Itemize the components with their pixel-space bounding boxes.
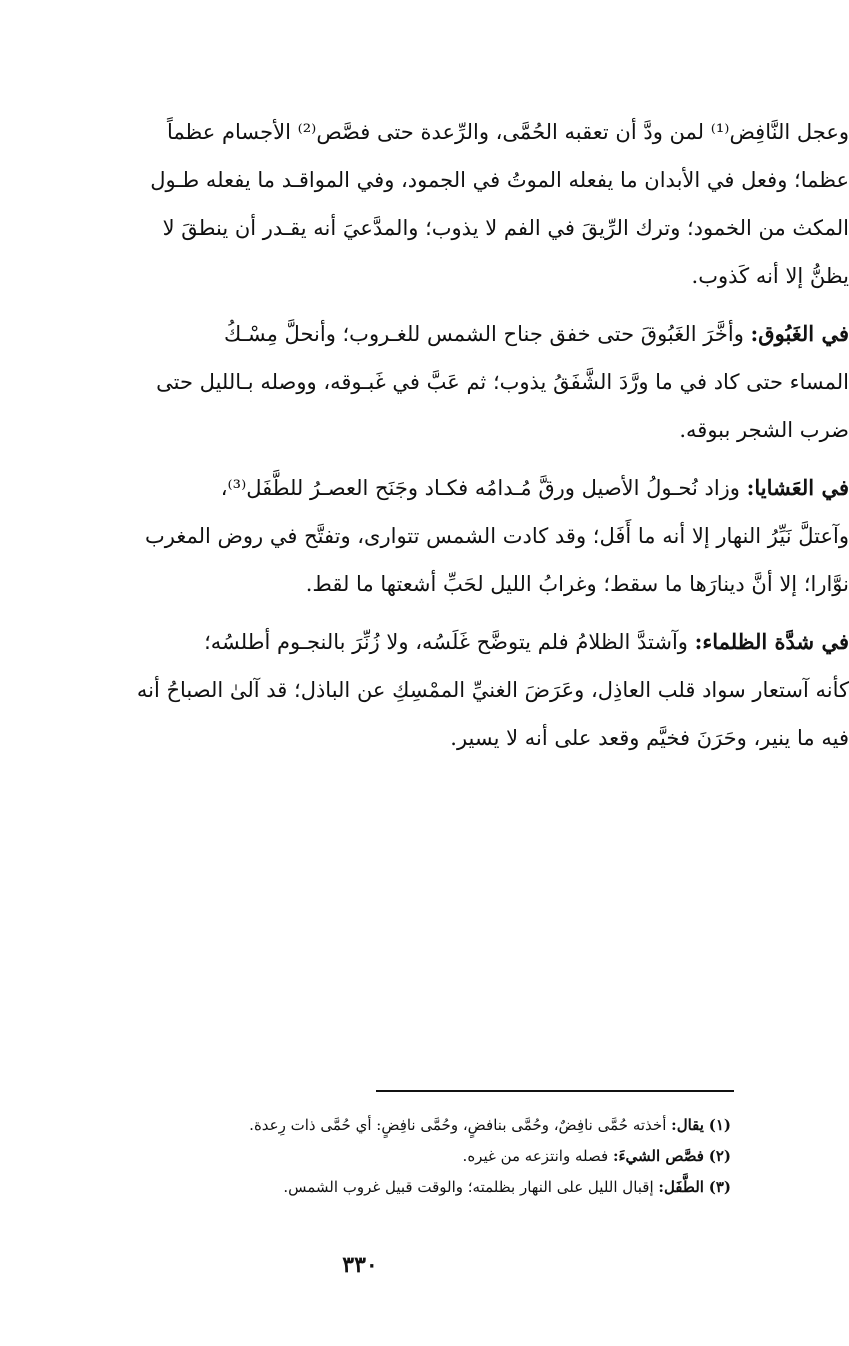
footnote-term: الطَّفَل: <box>658 1178 704 1196</box>
text-line: كأنه آستعار سواد قلب العاذِل، وعَرَضَ الغنيِّ الممْسِكِ عن الباذل؛ قد آلىٰ الصباحُ أنه <box>136 678 849 702</box>
text-line <box>0 464 849 512</box>
text-line: ضرب الشجر ببوقه. <box>679 418 849 442</box>
paragraph-ghabuq <box>0 310 849 454</box>
page-number: ٣٣٠ <box>342 1252 378 1278</box>
text-line: وعجل النَّافِض⁽¹⁾ لمن ودَّ أن تعقبه الحُمَّى، والرِّعدة حتى فصَّص⁽²⁾ الأجسام عظماً <box>167 120 849 144</box>
footnote-term: يقال: <box>671 1116 704 1134</box>
text-line: وآعتلَّ نَيِّرُ النهار إلا أنه ما أَفَل؛ وقد كادت الشمس تتوارى، وتفتَّح في روض المغرب <box>144 524 849 548</box>
footnote-separator <box>376 1090 734 1092</box>
section-heading: في العَشايا: <box>746 475 849 500</box>
footnote-number: (٢) <box>708 1147 731 1165</box>
paragraph-1 <box>0 108 849 300</box>
text-line: فيه ما ينير، وحَرَنَ فخيَّم وقعد على أنه لا يسير. <box>450 726 849 750</box>
text-line <box>0 310 849 358</box>
section-heading: في الغَبُوق: <box>750 321 849 346</box>
footnote-term: فصَّص الشيءَ: <box>612 1147 704 1165</box>
footnote-text: أخذته حُمَّى نافِضٌ، وحُمَّى بنافضٍ، وحُمَّى نافِضٍ: أي حُمَّى ذات رِعدة. <box>249 1116 667 1134</box>
footnote-number: (٣) <box>708 1178 731 1196</box>
footnote-2 <box>91 1141 731 1172</box>
text-line-body: وزاد نُحـولُ الأصيل ورقَّ مُـدامُه فكـاد وجَنَح العصـرُ للطَّفَل⁽³⁾، <box>220 476 740 500</box>
footnote-text: إقبال الليل على النهار بظلمته؛ والوقت قبيل غروب الشمس. <box>283 1178 654 1196</box>
text-line: عظما؛ وفعل في الأبدان ما يفعله الموتُ في الجمود، وفي المواقـد ما يفعله طـول <box>150 168 849 192</box>
footnote-number: (١) <box>708 1116 731 1134</box>
text-line <box>0 618 849 666</box>
main-text <box>0 108 849 772</box>
footnote-1 <box>91 1110 731 1141</box>
footnote-3 <box>91 1172 731 1203</box>
text-line-body: وآشتدَّ الظلامُ فلم يتوضَّح غَلَسُه، ولا زُنِّرَ بالنجـوم أطلسُه؛ <box>204 630 688 654</box>
text-line: نوَّارا؛ إلا أنَّ دينارَها ما سقط؛ وغرابُ الليل لحَبِّ أشعتها ما لقط. <box>305 572 849 596</box>
text-line: المساء حتى كاد في ما ورَّدَ الشَّفَقُ يذوب؛ ثم عَبَّ في غَبـوقه، ووصله بـالليل حتى <box>156 370 849 394</box>
footnote-text: فصله وانتزعه من غيره. <box>462 1147 609 1165</box>
paragraph-ashaya <box>0 464 849 608</box>
text-line-body: وأخَّرَ الغَبُوقَ حتى خفق جناح الشمس للغـروب؛ وأنحلَّ مِسْـكُ <box>224 322 744 346</box>
text-line: المكث من الخمود؛ وترك الرِّيقَ في الفم لا يذوب؛ والمدَّعيَ أنه يقـدر أن ينطقَ لا <box>162 216 849 240</box>
paragraph-zulma <box>0 618 849 762</box>
section-heading: في شدَّة الظلماء: <box>694 629 849 654</box>
text-line: يظنُّ إلا أنه كَذوب. <box>691 264 849 288</box>
footnotes <box>91 1110 731 1203</box>
